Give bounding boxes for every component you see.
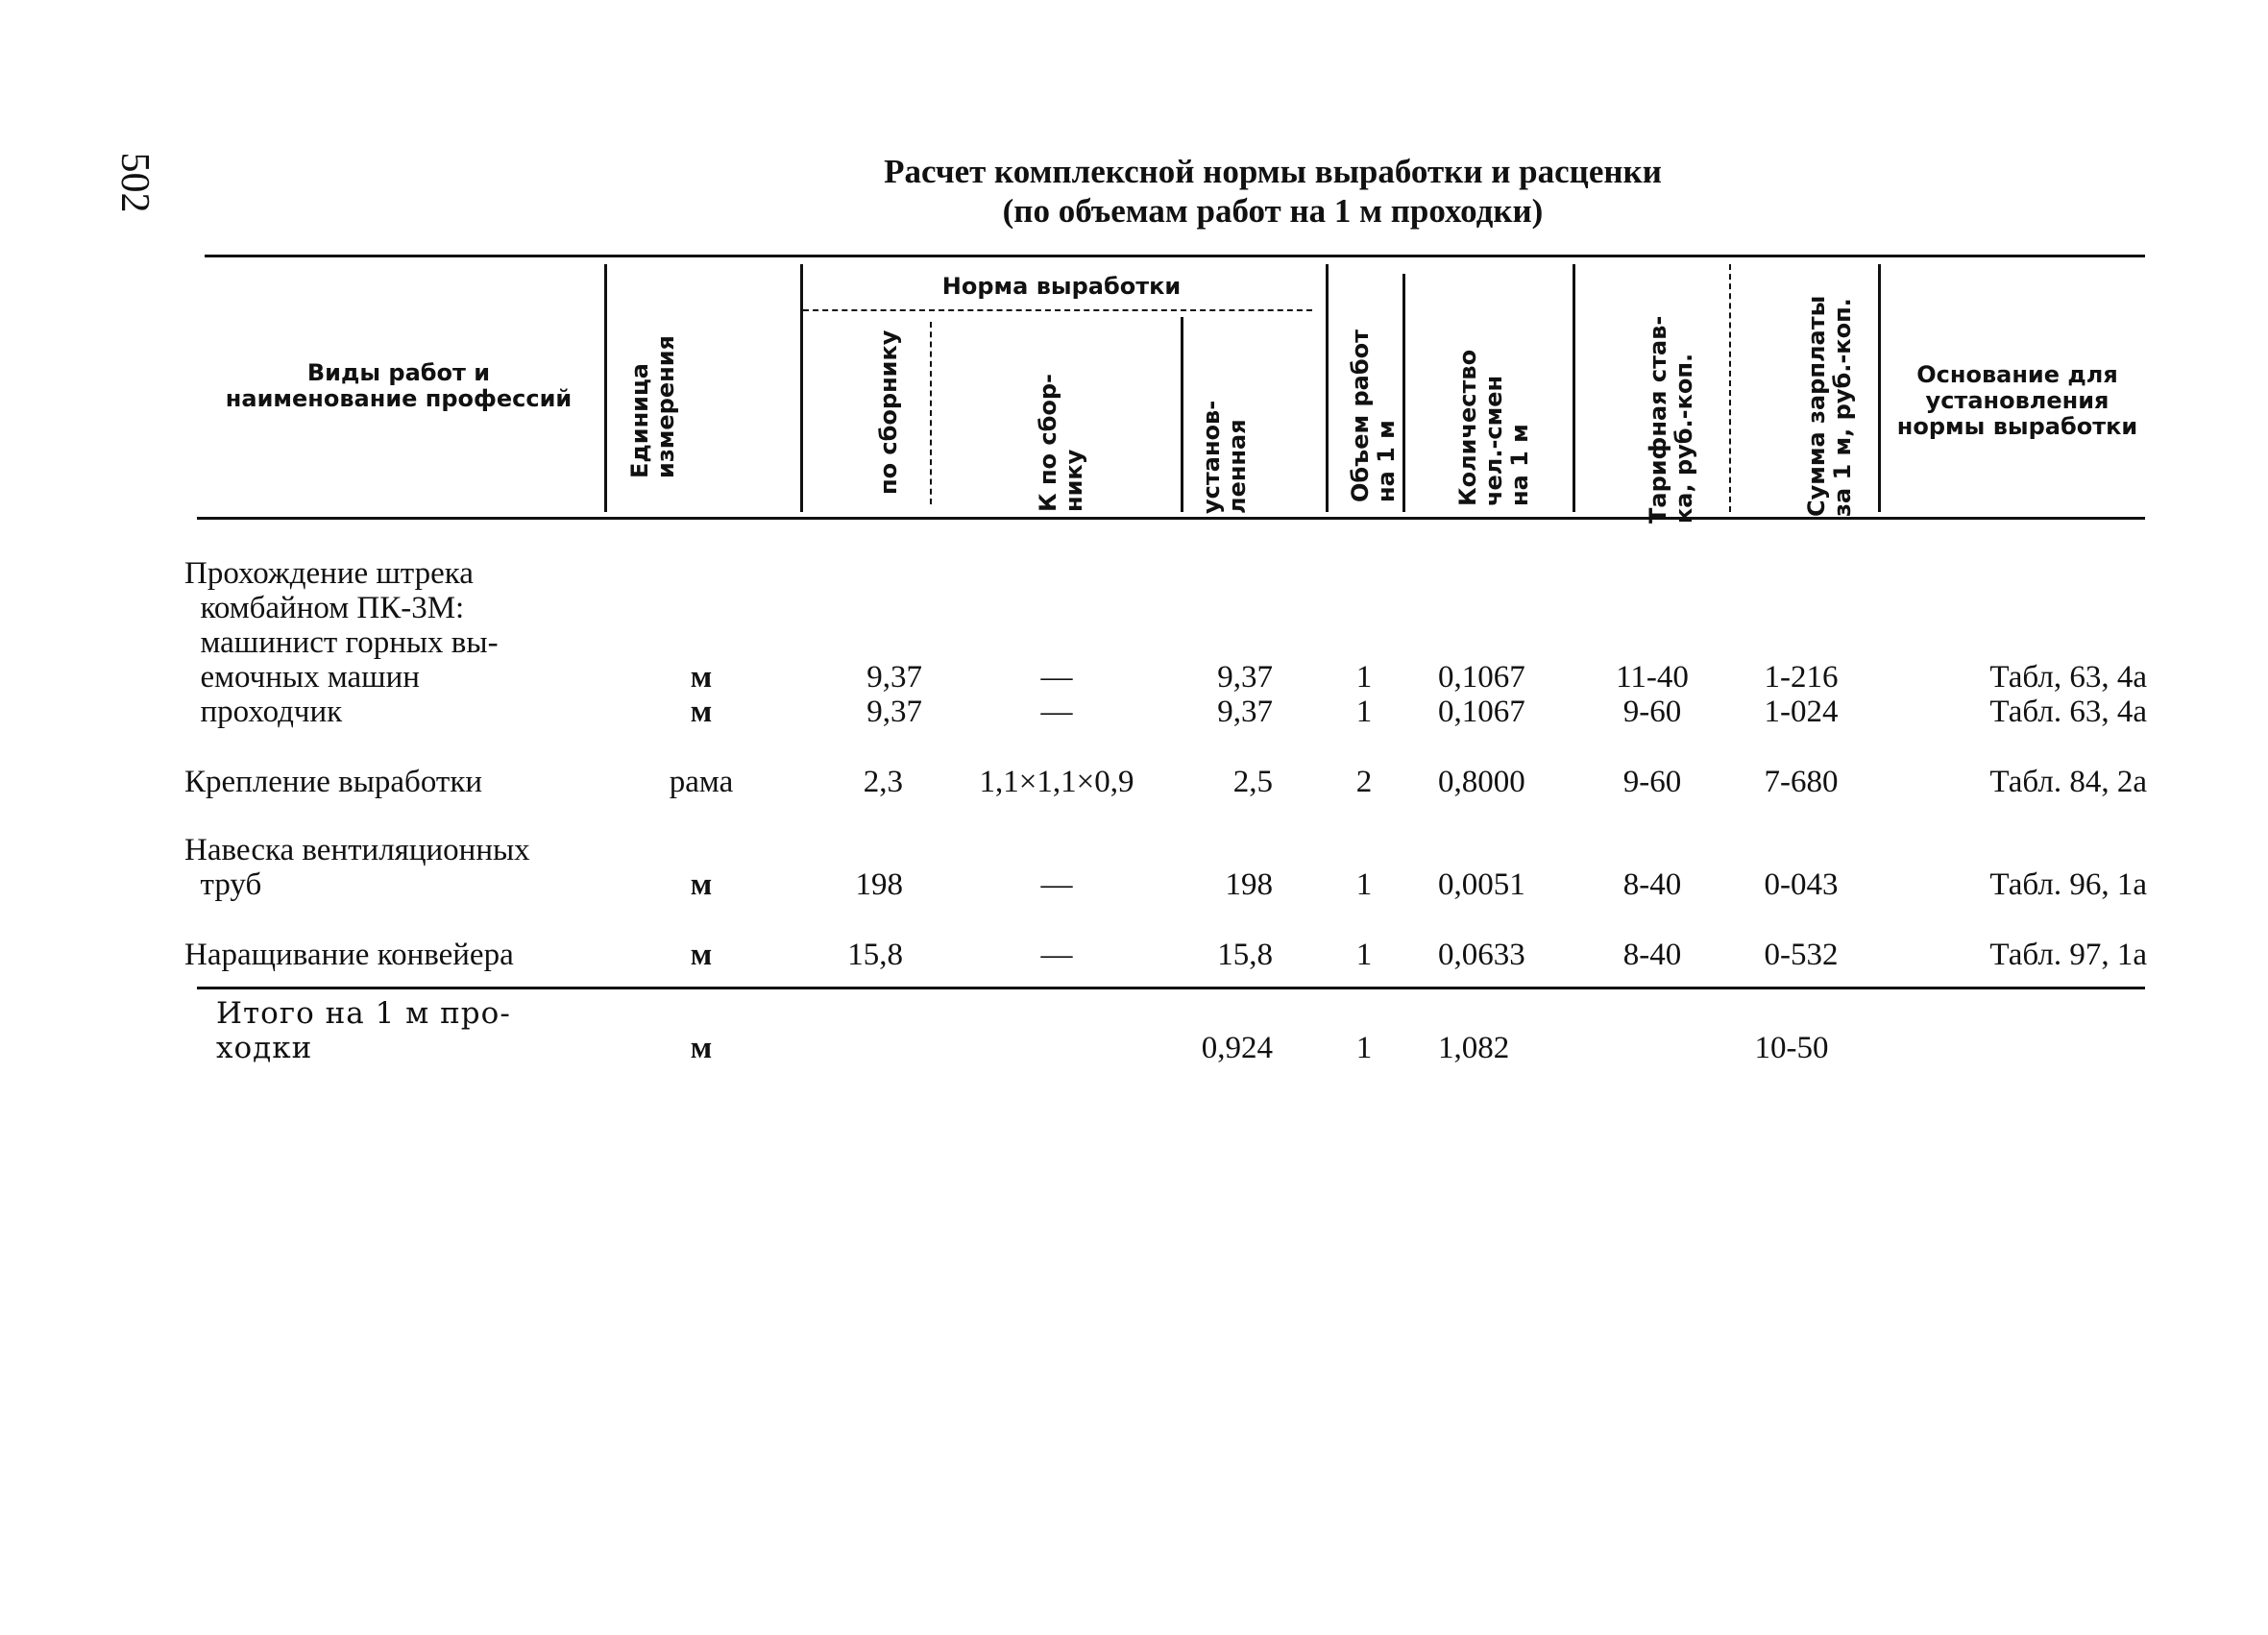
total-unit: м <box>690 1031 713 1065</box>
row-3-established: 2,5 <box>1232 765 1273 799</box>
col-sep-6 <box>1402 274 1405 512</box>
row-2-name: проходчик <box>184 695 343 729</box>
total-name: Итого на 1 м про- ходки <box>216 996 511 1065</box>
header-k-by-collection: К по сбор- нику <box>1035 373 1087 512</box>
row-3-basis: Табл. 84, 2а <box>1989 765 2147 799</box>
row-1-volume: 1 <box>1355 660 1373 695</box>
row-4-volume: 1 <box>1355 867 1373 902</box>
row-1-established: 9,37 <box>1217 660 1273 695</box>
col-sep-4 <box>1181 317 1183 512</box>
row-4-name: Навеска вентиляционных труб <box>184 833 530 902</box>
col-sep-3 <box>930 322 932 504</box>
row-1-tariff: 11-40 <box>1616 660 1689 695</box>
total-rule <box>197 987 2145 989</box>
total-volume: 1 <box>1355 1031 1373 1065</box>
row-3-k: 1,1×1,1×0,9 <box>979 765 1134 799</box>
total-quantity: 1,082 <box>1438 1031 1510 1065</box>
col-sep-2 <box>800 264 803 512</box>
row-5-unit: м <box>690 938 713 972</box>
header-bottom-rule <box>197 517 2145 520</box>
header-tariff: Тарифная став- ка, руб.-коп. <box>1645 315 1697 524</box>
row-5-quantity: 0,0633 <box>1438 938 1525 972</box>
row-4-k: — <box>1040 867 1073 902</box>
row-3-by-collection: 2,3 <box>863 765 903 799</box>
row-2-k: — <box>1040 695 1073 729</box>
row-3-tariff: 9-60 <box>1622 765 1682 799</box>
row-4-by-collection: 198 <box>855 867 903 902</box>
header-unit: Единица измерения <box>626 335 679 478</box>
row-3-unit: рама <box>669 765 734 799</box>
col-sep-7 <box>1573 264 1575 512</box>
row-1-salary: 1-216 <box>1764 660 1839 695</box>
col-sep-8 <box>1729 264 1731 512</box>
row-2-tariff: 9-60 <box>1622 695 1682 729</box>
header-volume: Объем работ на 1 м <box>1347 329 1400 502</box>
row-5-established: 15,8 <box>1217 938 1273 972</box>
row-3-volume: 2 <box>1355 765 1373 799</box>
row-2-unit: м <box>690 695 713 729</box>
page-number: 502 <box>112 152 157 213</box>
row-5-by-collection: 15,8 <box>847 938 903 972</box>
row-5-salary: 0-532 <box>1764 938 1839 972</box>
row-5-tariff: 8-40 <box>1622 938 1682 972</box>
row-5-k: — <box>1040 938 1073 972</box>
row-3-salary: 7-680 <box>1764 765 1839 799</box>
row-2-basis: Табл. 63, 4а <box>1989 695 2147 729</box>
header-norm-group: Норма выработки <box>941 273 1182 300</box>
col-sep-9 <box>1878 264 1881 512</box>
row-3-quantity: 0,8000 <box>1438 765 1525 799</box>
col-sep-1 <box>604 264 607 512</box>
header-by-collection: по сборнику <box>874 329 902 495</box>
header-quantity: Количество чел.-смен на 1 м <box>1453 349 1533 506</box>
row-5-name: Наращивание конвейера <box>184 938 514 972</box>
total-salary: 10-50 <box>1754 1031 1829 1065</box>
table-title-line-2: (по объемам работ на 1 м проходки) <box>1002 192 1544 230</box>
table-title-line-1: Расчет комплексной нормы выработки и расценки <box>884 153 1662 190</box>
row-4-established: 198 <box>1225 867 1273 902</box>
row-1-quantity: 0,1067 <box>1438 660 1525 695</box>
row-1-by-collection: 9,37 <box>866 660 922 695</box>
row-4-quantity: 0,0051 <box>1438 867 1525 902</box>
row-4-salary: 0-043 <box>1764 867 1839 902</box>
col-sep-5 <box>1326 264 1329 512</box>
row-1-basis: Табл, 63, 4а <box>1989 660 2147 695</box>
row-2-volume: 1 <box>1355 695 1373 729</box>
row-2-by-collection: 9,37 <box>866 695 922 729</box>
row-4-unit: м <box>690 867 713 902</box>
header-established: установ- ленная <box>1198 400 1251 514</box>
header-work-types: Виды работ и наименование профессий <box>225 359 573 412</box>
row-1-k: — <box>1040 660 1073 695</box>
row-4-basis: Табл. 96, 1а <box>1989 867 2147 902</box>
header-salary-sum: Сумма зарплаты за 1 м, руб.-коп. <box>1803 295 1856 517</box>
row-3-name: Крепление выработки <box>184 765 483 799</box>
row-1-unit: м <box>690 660 713 695</box>
norm-group-rule <box>803 309 1312 311</box>
row-2-salary: 1-024 <box>1764 695 1839 729</box>
header-basis: Основание для установления нормы выработки <box>1896 361 2138 440</box>
row-5-volume: 1 <box>1355 938 1373 972</box>
row-2-established: 9,37 <box>1217 695 1273 729</box>
total-established: 0,924 <box>1201 1031 1273 1065</box>
row-1-name: Прохождение штрека комбайном ПК-3М: машинист горных вы- емочных машин <box>184 556 499 695</box>
row-2-quantity: 0,1067 <box>1438 695 1525 729</box>
row-5-basis: Табл. 97, 1а <box>1989 938 2147 972</box>
row-4-tariff: 8-40 <box>1622 867 1682 902</box>
